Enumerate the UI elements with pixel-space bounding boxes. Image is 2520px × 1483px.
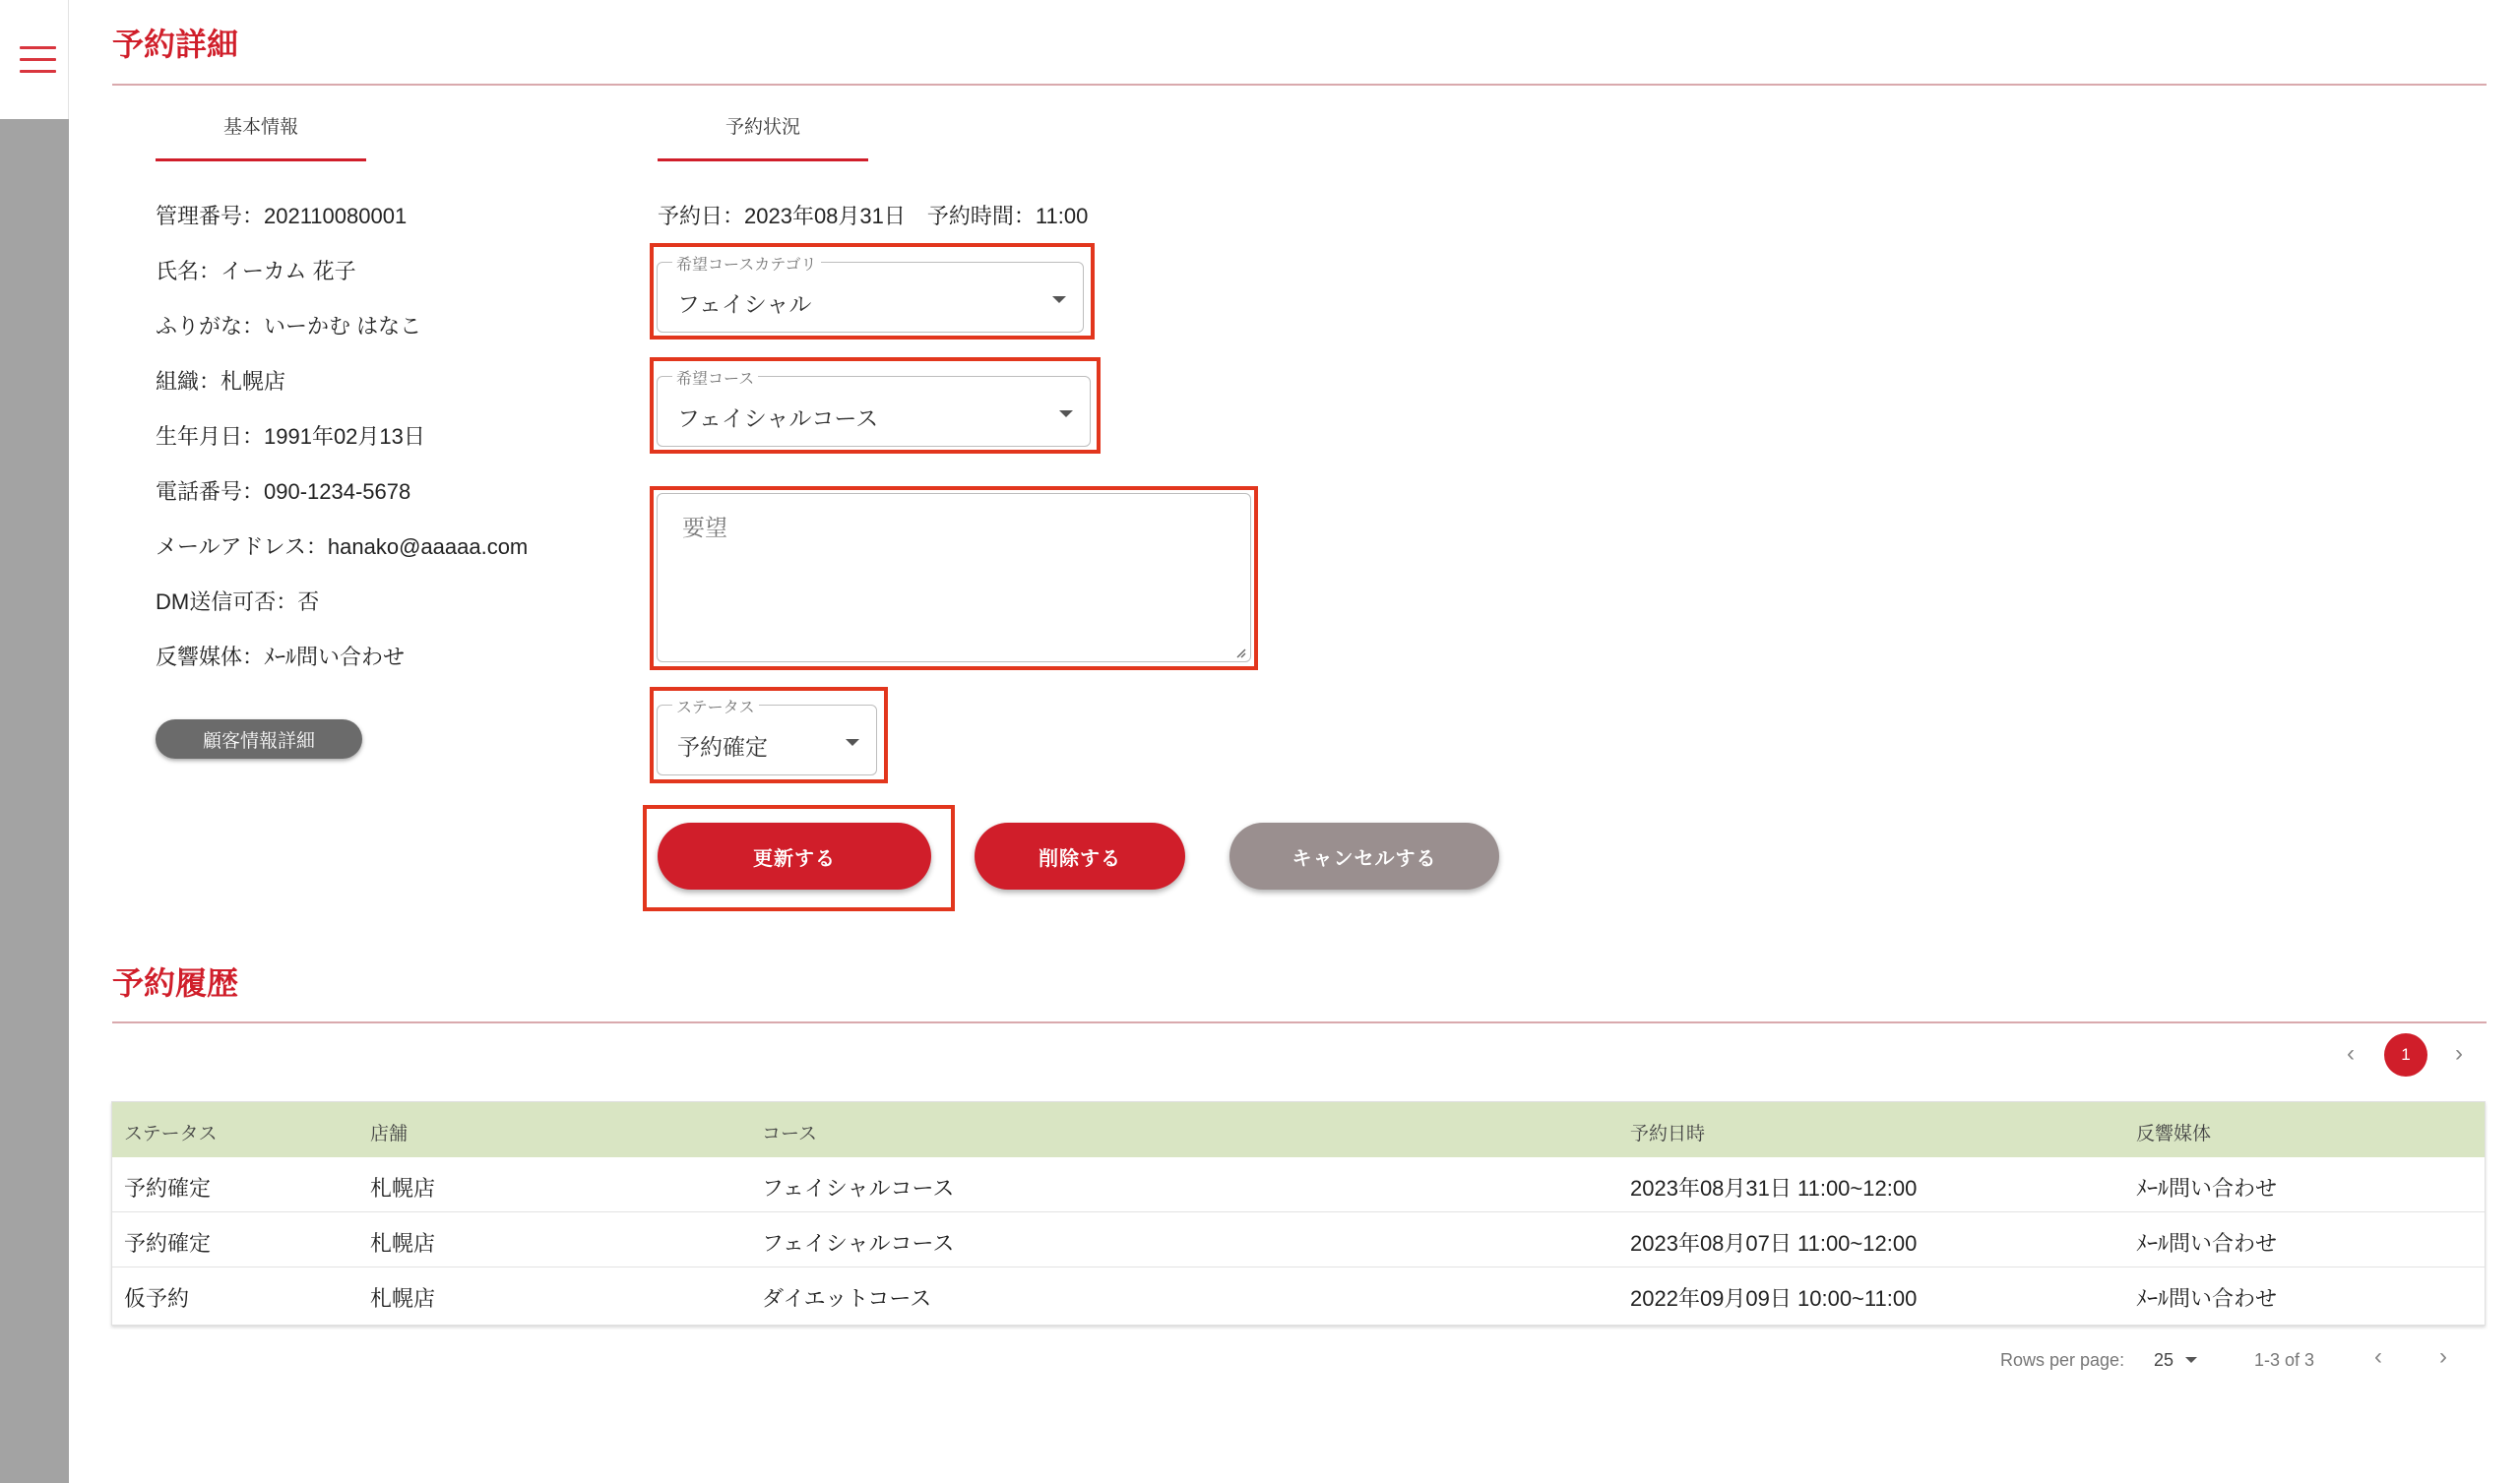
customer-response-media: 反響媒体：ﾒｰﾙ問い合わせ (156, 645, 406, 669)
delete-button[interactable]: 削除する (975, 823, 1185, 890)
cell-course: ダイエットコース (762, 1286, 932, 1311)
cell-datetime: 2023年08月07日 11:00~12:00 (1630, 1231, 1918, 1256)
course-value: フェイシャルコース (677, 405, 879, 431)
hamburger-icon[interactable] (20, 46, 56, 74)
tab-reservation-status[interactable]: 予約状況 (724, 117, 800, 138)
customer-phone: 電話番号：090-1234-5678 (156, 479, 411, 504)
chevron-down-icon (1052, 296, 1066, 303)
course-select[interactable] (657, 371, 1091, 447)
cell-store: 札幌店 (370, 1176, 436, 1201)
cancel-button[interactable]: キャンセルする (1229, 823, 1499, 890)
chevron-down-icon (1059, 410, 1073, 417)
tab-basic-info-underline (156, 158, 366, 161)
next-page-icon[interactable]: › (2439, 1343, 2447, 1370)
cell-store: 札幌店 (370, 1286, 436, 1311)
column-header-status[interactable]: ステータス (124, 1124, 218, 1144)
request-textarea[interactable] (657, 493, 1251, 662)
resize-handle-icon[interactable] (1234, 646, 1246, 657)
cell-datetime: 2022年09月09日 10:00~11:00 (1630, 1286, 1918, 1311)
cell-datetime: 2023年08月31日 11:00~12:00 (1630, 1176, 1918, 1201)
table-row[interactable] (112, 1157, 2485, 1212)
course-label: 希望コース (672, 366, 758, 389)
table-row[interactable] (112, 1212, 2485, 1267)
course-category-select[interactable] (657, 257, 1084, 333)
page-number-current[interactable]: 1 (2384, 1033, 2427, 1077)
customer-furigana: ふりがな：いーかむ はなこ (156, 314, 422, 339)
page-title: 予約詳細 (112, 27, 239, 62)
course-category-value: フェイシャル (677, 291, 812, 317)
customer-email: メールアドレス：hanako@aaaaa.com (156, 534, 529, 559)
customer-detail-button[interactable]: 顧客情報詳細 (156, 719, 362, 759)
status-label: ステータス (672, 695, 759, 717)
cell-store: 札幌店 (370, 1231, 436, 1256)
request-placeholder: 要望 (682, 515, 727, 540)
customer-dm-permission: DM送信可否：否 (156, 589, 320, 614)
chevron-left-icon[interactable]: ‹ (2347, 1040, 2355, 1067)
update-button[interactable]: 更新する (658, 823, 931, 890)
cell-media: ﾒｰﾙ問い合わせ (2136, 1231, 2278, 1256)
management-number: 管理番号：202110080001 (156, 204, 408, 228)
table-row[interactable] (112, 1267, 2485, 1323)
reservation-datetime: 予約日：2023年08月31日 予約時間：11:00 (658, 204, 1089, 228)
tab-basic-info[interactable]: 基本情報 (222, 117, 298, 138)
rows-per-page-value: 25 (2154, 1350, 2174, 1370)
chevron-right-icon[interactable]: › (2455, 1040, 2463, 1067)
history-divider (112, 1021, 2487, 1023)
column-header-media[interactable]: 反響媒体 (2136, 1124, 2212, 1144)
cell-media: ﾒｰﾙ問い合わせ (2136, 1176, 2278, 1201)
tab-reservation-status-underline (658, 158, 868, 161)
column-header-course[interactable]: コース (762, 1124, 818, 1144)
column-header-datetime[interactable]: 予約日時 (1630, 1124, 1706, 1144)
prev-page-icon[interactable]: ‹ (2374, 1343, 2382, 1370)
pagination-range: 1-3 of 3 (2254, 1350, 2315, 1370)
customer-name: 氏名：イーカム 花子 (156, 259, 356, 283)
table-header (112, 1102, 2485, 1157)
cell-course: フェイシャルコース (762, 1176, 955, 1201)
customer-organization: 組織：札幌店 (156, 369, 286, 394)
course-category-label: 希望コースカテゴリ (672, 252, 821, 275)
status-select[interactable] (657, 700, 877, 775)
customer-birthdate: 生年月日：1991年02月13日 (156, 424, 425, 449)
cell-course: フェイシャルコース (762, 1231, 955, 1256)
column-header-store[interactable]: 店舗 (370, 1124, 409, 1144)
history-title: 予約履歴 (112, 965, 239, 1001)
cell-status: 仮予約 (124, 1286, 190, 1311)
status-value: 予約確定 (677, 734, 768, 760)
rows-per-page-select[interactable] (2154, 1346, 2207, 1374)
cell-status: 予約確定 (124, 1231, 212, 1256)
title-divider (112, 84, 2487, 86)
chevron-down-icon (2185, 1357, 2197, 1363)
sidebar-rail (0, 0, 69, 1483)
cell-media: ﾒｰﾙ問い合わせ (2136, 1286, 2278, 1311)
cell-status: 予約確定 (124, 1176, 212, 1201)
rows-per-page-label: Rows per page: (2000, 1350, 2125, 1370)
chevron-down-icon (846, 739, 859, 746)
